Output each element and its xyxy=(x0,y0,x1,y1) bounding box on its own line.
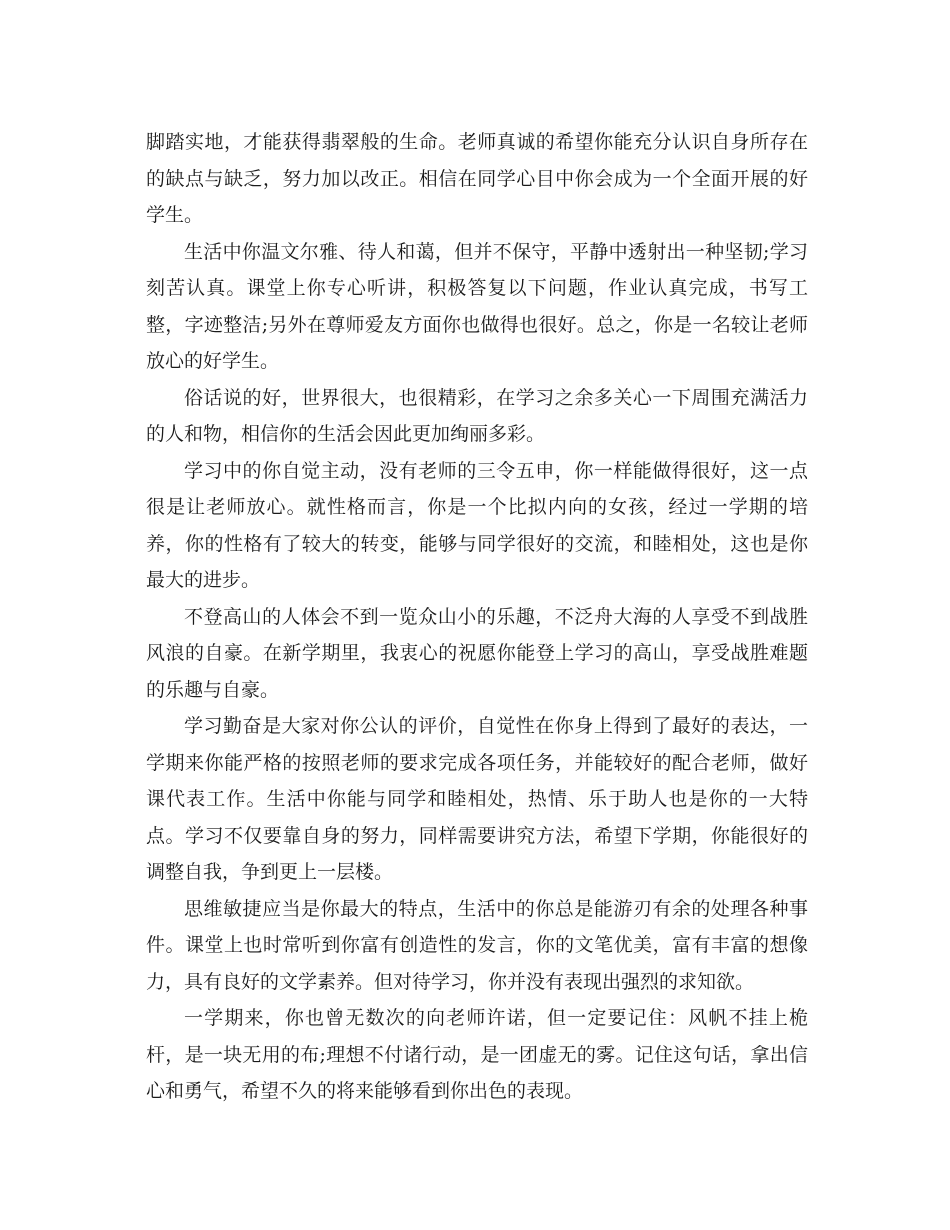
document-body xyxy=(146,124,808,1110)
paragraph-7: 思维敏捷应当是你最大的特点，生活中的你总是能游刃有余的处理各种事件。课堂上也时常听到你富有创造性的发言，你的文笔优美，富有丰富的想像力，具有良好的文学素养。但对待学习，你并没有表现出强烈的求知欲。 xyxy=(146,897,808,993)
paragraph-4: 学习中的你自觉主动，没有老师的三令五申，你一样能做得很好，这一点很是让老师放心。就性格而言，你是一个比拟内向的女孩，经过一学期的培养，你的性格有了较大的转变，能够与同学很好的交流，和睦相处，这也是你最大的进步。 xyxy=(146,459,808,591)
paragraph-2: 生活中你温文尔雅、待人和蔼，但并不保守，平静中透射出一种坚韧;学习刻苦认真。课堂上你专心听讲，积极答复以下问题，作业认真完成，书写工整，字迹整洁;另外在尊师爱友方面你也做得也很好。总之，你是一名较让老师放心的好学生。 xyxy=(146,240,808,372)
paragraph-5: 不登高山的人体会不到一览众山小的乐趣，不泛舟大海的人享受不到战胜风浪的自豪。在新学期里，我衷心的祝愿你能登上学习的高山，享受战胜难题的乐趣与自豪。 xyxy=(146,605,808,701)
paragraph-1-continued: 脚踏实地，才能获得翡翠般的生命。老师真诚的希望你能充分认识自身所存在的缺点与缺乏，努力加以改正。相信在同学心目中你会成为一个全面开展的好学生。 xyxy=(146,131,808,226)
paragraph-6: 学习勤奋是大家对你公认的评价，自觉性在你身上得到了最好的表达，一学期来你能严格的按照老师的要求完成各项任务，并能较好的配合老师，做好课代表工作。生活中你能与同学和睦相处，热情、乐于助人也是你的一大特点。学习不仅要靠自身的努力，同样需要讲究方法，希望下学期，你能很好的调整自我，争到更上一层楼。 xyxy=(146,715,808,883)
paragraph-3: 俗话说的好，世界很大，也很精彩，在学习之余多关心一下周围充满活力的人和物，相信你的生活会因此更加绚丽多彩。 xyxy=(146,386,808,445)
paragraph-8: 一学期来，你也曾无数次的向老师许诺，但一定要记住：风帆不挂上桅杆，是一块无用的布;理想不付诸行动，是一团虚无的雾。记住这句话，拿出信心和勇气，希望不久的将来能够看到你出色的表现。 xyxy=(146,1007,808,1102)
